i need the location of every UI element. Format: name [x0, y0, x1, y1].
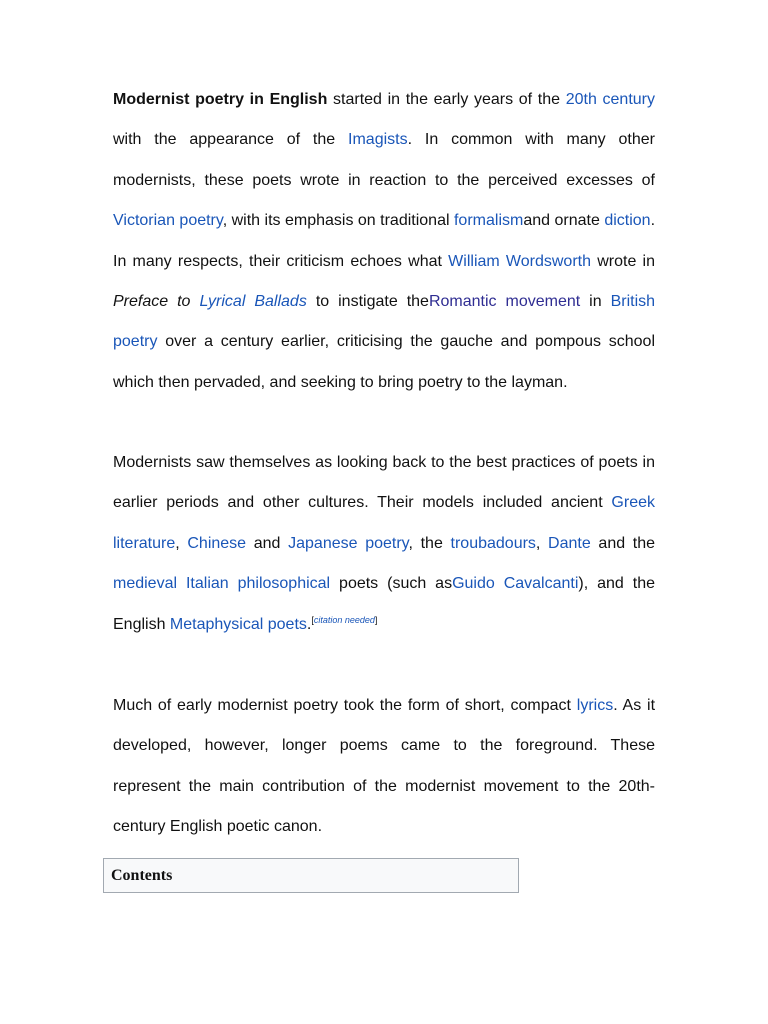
text-run: Much of early modernist poetry took the form of short, compact — [113, 697, 577, 714]
text-run: Preface to — [113, 293, 200, 311]
text-run: . — [306, 615, 312, 633]
text-run: to instigate the — [306, 293, 429, 311]
text-run: . As it developed, however, longer poems came to the foreground. These represent the main contribution of the modernist movement to the 20th-century English poetic canon. — [113, 697, 656, 836]
link-chinese[interactable]: Chinese — [187, 534, 247, 552]
text-run: and — [246, 534, 289, 552]
paragraph-models — [113, 443, 655, 645]
text-run: ), and the English — [113, 575, 655, 633]
text-run: Modernists saw themselves as looking back to the best practices of poets in earlier periods and other cultures. Their models included ancient — [113, 454, 655, 512]
link-romantic-movement[interactable]: Romantic movement — [428, 293, 581, 311]
text-run: . In many respects, their criticism echoes what — [113, 212, 656, 270]
text-run: with the appearance of the — [113, 131, 349, 149]
text-run: , the — [408, 534, 451, 552]
citation-bracket-close: ] — [374, 614, 378, 625]
link-imagists[interactable]: Imagists — [348, 131, 408, 149]
text-run: started in the early years of the — [327, 91, 566, 108]
toc-title: Contents — [111, 867, 173, 884]
link-victorian-poetry[interactable]: Victorian poetry — [113, 212, 223, 230]
article-subject: Modernist poetry in English — [113, 91, 328, 108]
link-20th-century[interactable]: 20th century — [565, 91, 655, 108]
link-lyrical-ballads[interactable]: Lyrical Ballads — [199, 293, 307, 311]
text-run: , with its emphasis on traditional — [222, 212, 454, 230]
text-run: in — [580, 293, 611, 311]
text-run: , — [175, 534, 188, 552]
link-metaphysical-poets[interactable]: Metaphysical poets — [169, 615, 307, 633]
link-japanese-poetry[interactable]: Japanese poetry — [288, 534, 409, 552]
link-formalism[interactable]: formalism — [453, 212, 524, 230]
link-dante[interactable]: Dante — [548, 534, 591, 552]
citation-needed-link[interactable]: citation needed — [313, 614, 375, 625]
text-run: , — [535, 534, 549, 552]
text-run: wrote in — [591, 252, 656, 270]
text-run: . In common with many other modernists, these poets wrote in reaction to the perceived excesses of — [113, 131, 655, 189]
paragraph-development — [113, 686, 655, 848]
table-of-contents — [103, 858, 519, 893]
text-run — [177, 575, 186, 592]
citation-bracket-open: [ — [311, 614, 314, 625]
link-guido-cavalcanti[interactable]: Guido Cavalcanti — [452, 575, 579, 593]
link-medieval[interactable]: medieval — [113, 575, 178, 593]
text-run: and ornate — [523, 212, 605, 230]
link-italian-philosophical[interactable]: Italian philosophical — [185, 575, 331, 593]
work-title-italic — [113, 293, 307, 310]
link-greek-literature[interactable]: Greek literature — [113, 494, 655, 552]
text-run: over a century earlier, criticising the gauche and pompous school which then pervaded, and seeking to bring poetry to the layman. — [113, 333, 655, 391]
paragraph-intro — [113, 80, 655, 403]
link-william-wordsworth[interactable]: William Wordsworth — [448, 252, 591, 270]
link-british-poetry[interactable]: British poetry — [113, 293, 656, 351]
link-troubadours[interactable]: troubadours — [450, 534, 536, 552]
link-diction[interactable]: diction — [604, 212, 651, 230]
text-run: poets (such as — [330, 575, 453, 593]
link-lyrics[interactable]: lyrics — [576, 697, 614, 714]
text-run: and the — [590, 534, 656, 552]
